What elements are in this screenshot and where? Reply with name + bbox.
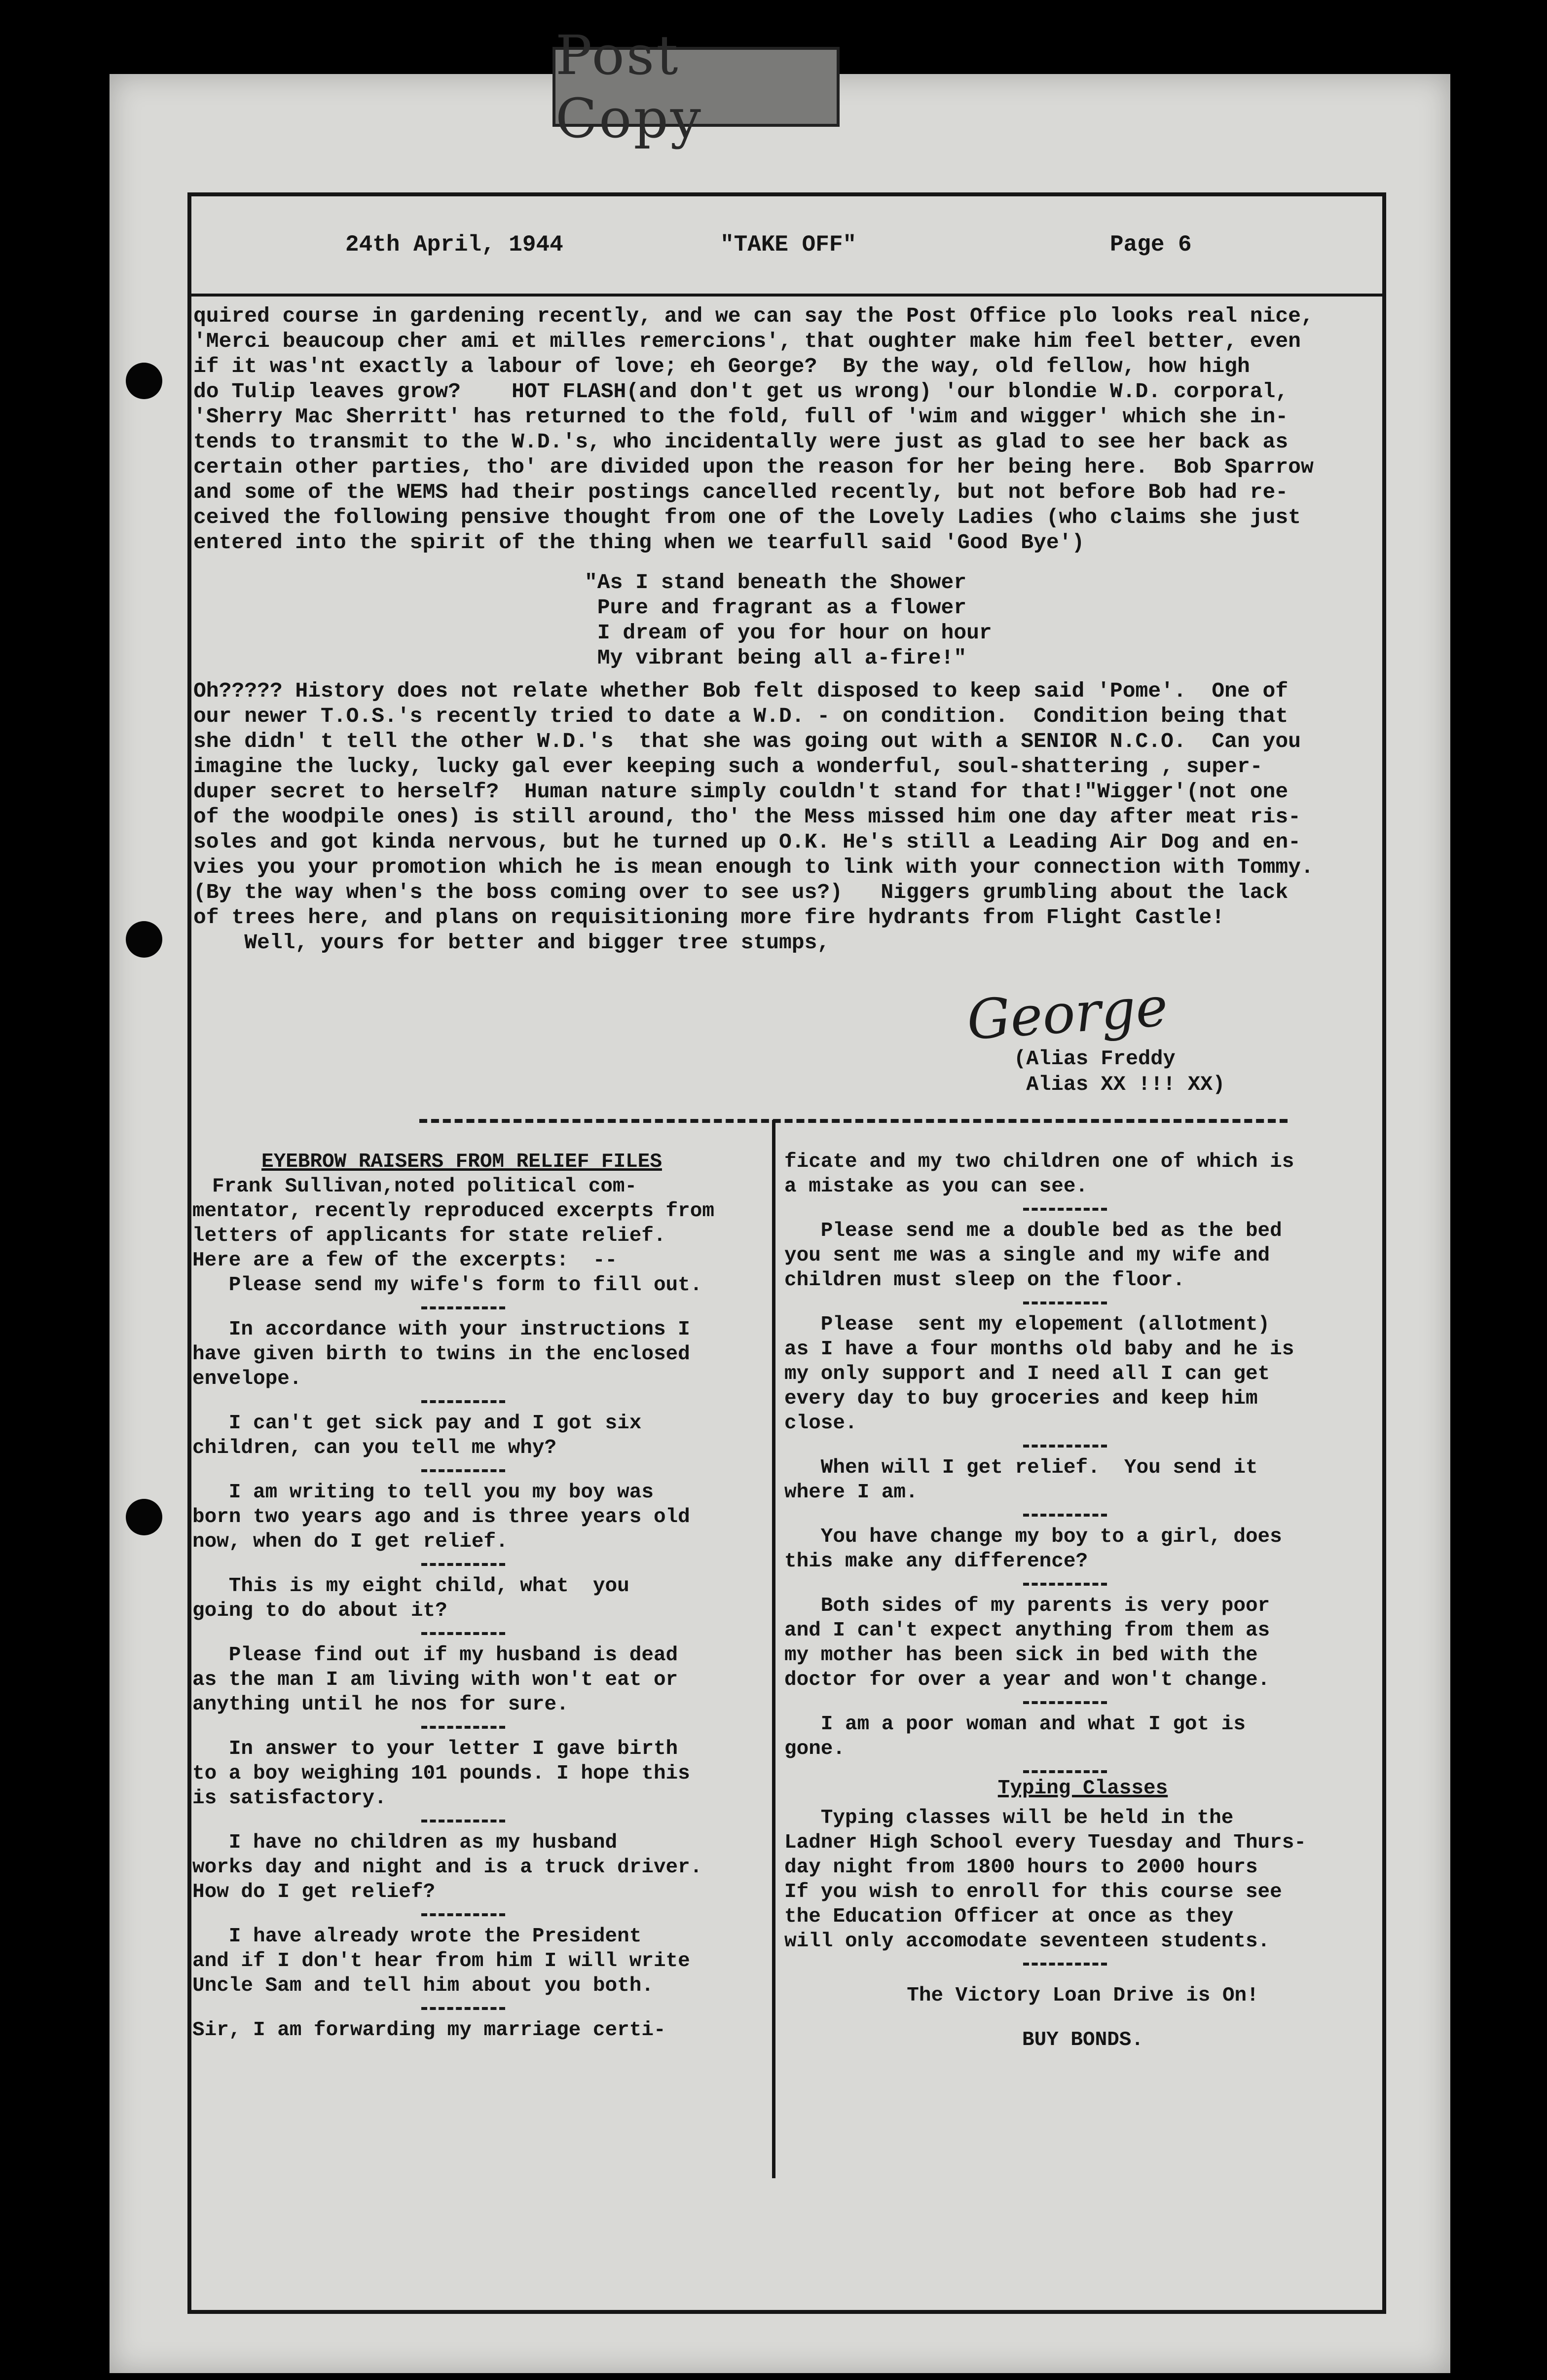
post-copy-stamp: Post Copy	[552, 47, 840, 127]
alias-line: Alias XX !!! XX)	[1014, 1073, 1225, 1096]
text-line: you sent me was a single and my wife and	[784, 1244, 1270, 1267]
text-line: where I am.	[784, 1481, 918, 1504]
text-line: she didn' t tell the other W.D.'s that she was going out with a SENIOR N.C.O. Can you	[193, 729, 1301, 753]
header-page: Page 6	[1110, 232, 1192, 258]
text-line: of the woodpile ones) is still around, tho' the Mess missed him one day after meat ris-	[193, 805, 1301, 829]
text-line: doctor for over a year and won't change.	[784, 1669, 1270, 1691]
text-line: vies you your promotion which he is mean enough to link with your connection with Tommy.	[193, 855, 1314, 879]
text-line: If you wish to enroll for this course see	[784, 1881, 1282, 1903]
text-line: my only support and I need all I can get	[784, 1363, 1270, 1385]
text-line: Both sides of my parents is very poor	[784, 1595, 1270, 1617]
text-line: How do I get relief?	[192, 1881, 436, 1903]
text-line: have given birth to twins in the enclosed	[192, 1343, 690, 1366]
text-line: born two years ago and is three years old	[192, 1506, 690, 1528]
text-line: the Education Officer at once as they	[784, 1905, 1234, 1928]
alias-line: (Alias Freddy	[1014, 1047, 1176, 1071]
text-line: imagine the lucky, lucky gal ever keeping such a wonderful, soul-shattering , super-	[193, 754, 1263, 779]
text-line: Frank Sullivan,noted political com-	[212, 1175, 637, 1198]
right-column	[784, 1150, 1381, 2052]
text-line: if it was'nt exactly a labour of love; eh George? By the way, old fellow, how high	[193, 354, 1250, 378]
text-line: soles and got kinda nervous, but he turned up O.K. He's still a Leading Air Dog and en-	[193, 830, 1301, 854]
text-line: as I have a four months old baby and he is	[784, 1338, 1294, 1361]
text-line: gone.	[784, 1738, 846, 1760]
text-line: is satisfactory.	[192, 1787, 387, 1810]
relief-files-heading: EYEBROW RAISERS FROM RELIEF FILES	[261, 1151, 662, 1173]
text-line: works day and night and is a truck driver.	[192, 1856, 702, 1879]
text-line: children must sleep on the floor.	[784, 1269, 1185, 1292]
dash-separator	[192, 1391, 765, 1411]
punch-hole	[126, 921, 162, 958]
poem-line: "As I stand beneath the Shower	[585, 570, 967, 595]
text-line: Sir, I am forwarding my marriage certi-	[192, 2019, 666, 2042]
dash-separator	[784, 1954, 1381, 1973]
text-line: Uncle Sam and tell him about you both.	[192, 1974, 654, 1997]
dash-separator	[784, 1692, 1381, 1712]
text-line: Please find out if my husband is dead	[192, 1644, 678, 1667]
text-line: letters of applicants for state relief.	[192, 1225, 666, 1247]
text-line: and some of the WEMS had their postings cancelled recently, but not before Bob had re-	[193, 480, 1289, 504]
text-line: of trees here, and plans on requisitioning more fire hydrants from Flight Castle!	[193, 905, 1225, 930]
text-line: I have already wrote the President	[192, 1925, 642, 1948]
signature: George	[965, 974, 1170, 1052]
dash-separator	[192, 1554, 765, 1574]
dash-separator	[192, 1998, 765, 2018]
text-line: You have change my boy to a girl, does	[784, 1525, 1282, 1548]
text-line: as the man I am living with won't eat or	[192, 1669, 678, 1691]
text-line: Please send me a double bed as the bed	[784, 1220, 1282, 1242]
text-line: 'Merci beaucoup cher ami et milles remercions', that oughter make him feel better, even	[193, 329, 1301, 353]
spacer	[784, 1761, 1381, 1776]
text-line: close.	[784, 1412, 857, 1435]
text-line: Well, yours for better and bigger tree stumps,	[193, 930, 830, 955]
alias-block	[1014, 1046, 1225, 1097]
dash-separator	[784, 1293, 1381, 1312]
poem-line: Pure and fragrant as a flower	[585, 595, 967, 620]
text-line: I am a poor woman and what I got is	[784, 1713, 1246, 1736]
text-line: mentator, recently reproduced excerpts from	[192, 1200, 714, 1223]
text-line: certain other parties, tho' are divided upon the reason for her being here. Bob Sparrow	[193, 455, 1314, 479]
text-line: (By the way when's the boss coming over to see us?) Niggers grumbling about the lack	[193, 880, 1289, 904]
text-line: and if I don't hear from him I will write	[192, 1950, 690, 1972]
text-line: In accordance with your instructions I	[192, 1318, 690, 1341]
dash-separator	[192, 1460, 765, 1480]
dash-separator	[192, 1717, 765, 1737]
body-paragraph-bottom	[193, 678, 1382, 955]
buy-bonds-notice: BUY BONDS.	[1022, 2029, 1144, 2051]
poem-line: My vibrant being all a-fire!"	[585, 646, 967, 670]
text-line: Ladner High School every Tuesday and Thurs-	[784, 1831, 1306, 1854]
dash-separator	[192, 1904, 765, 1924]
text-line: day night from 1800 hours to 2000 hours	[784, 1856, 1258, 1879]
text-line: This is my eight child, what you	[192, 1575, 629, 1598]
text-line: every day to buy groceries and keep him	[784, 1387, 1258, 1410]
text-line: children, can you tell me why?	[192, 1437, 557, 1459]
dash-separator	[784, 1436, 1381, 1455]
body-paragraph-top	[193, 303, 1380, 555]
dash-separator	[192, 1811, 765, 1830]
poem-line: I dream of you for hour on hour	[585, 621, 992, 645]
text-line: quired course in gardening recently, and we can say the Post Office plo looks real nice,	[193, 304, 1314, 328]
header-title: "TAKE OFF"	[720, 232, 857, 258]
text-line: anything until he nos for sure.	[192, 1693, 569, 1716]
left-column	[192, 1150, 765, 2043]
text-line: Typing classes will be held in the	[784, 1807, 1234, 1829]
text-line: and I can't expect anything from them as	[784, 1619, 1270, 1642]
dash-separator	[192, 1298, 765, 1317]
typing-classes-heading: Typing Classes	[997, 1777, 1168, 1800]
text-line: I am writing to tell you my boy was	[192, 1481, 654, 1504]
dash-separator	[192, 1623, 765, 1643]
text-line: duper secret to herself? Human nature simply couldn't stand for that!"Wigger'(not one	[193, 780, 1289, 804]
text-line: 'Sherry Mac Sherritt' has returned to the fold, full of 'wim and wigger' which she in-	[193, 405, 1289, 429]
section-divider	[419, 1119, 1288, 1123]
header-divider	[187, 294, 1386, 297]
text-line: a mistake as you can see.	[784, 1175, 1088, 1198]
text-line: our newer T.O.S.'s recently tried to date a W.D. - on condition. Condition being that	[193, 704, 1289, 728]
text-line: ceived the following pensive thought from one of the Lovely Ladies (who claims she just	[193, 505, 1301, 529]
punch-hole	[126, 363, 162, 399]
text-line: ficate and my two children one of which is	[784, 1151, 1294, 1173]
dash-separator	[784, 1574, 1381, 1594]
header-date: 24th April, 1944	[345, 232, 563, 258]
text-line: this make any difference?	[784, 1550, 1088, 1573]
text-line: Please sent my elopement (allotment)	[784, 1313, 1270, 1336]
text-line: I have no children as my husband	[192, 1831, 618, 1854]
text-line: Here are a few of the excerpts: --	[192, 1249, 618, 1272]
text-line: Oh????? History does not relate whether Bob felt disposed to keep said 'Pome'. One of	[193, 679, 1289, 703]
text-line: now, when do I get relief.	[192, 1530, 508, 1553]
punch-hole	[126, 1499, 162, 1535]
text-line: In answer to your letter I gave birth	[192, 1738, 678, 1760]
text-line: When will I get relief. You send it	[784, 1456, 1258, 1479]
dash-separator	[784, 1505, 1381, 1525]
column-divider	[772, 1120, 775, 2178]
text-line: do Tulip leaves grow? HOT FLASH(and don't get us wrong) 'our blondie W.D. corporal,	[193, 379, 1289, 404]
text-line: Please send my wife's form to fill out.	[192, 1274, 702, 1297]
text-line: going to do about it?	[192, 1599, 447, 1622]
poem	[585, 570, 992, 670]
text-line: tends to transmit to the W.D.'s, who incidentally were just as glad to see her back as	[193, 430, 1289, 454]
text-line: my mother has been sick in bed with the	[784, 1644, 1258, 1667]
text-line: will only accomodate seventeen students.	[784, 1930, 1270, 1953]
text-line: to a boy weighing 101 pounds. I hope this	[192, 1762, 690, 1785]
text-line: envelope.	[192, 1368, 302, 1390]
text-line: entered into the spirit of the thing when we tearfull said 'Good Bye')	[193, 530, 1085, 555]
victory-loan-notice: The Victory Loan Drive is On!	[907, 1984, 1259, 2007]
text-line: I can't get sick pay and I got six	[192, 1412, 642, 1435]
dash-separator	[784, 1199, 1381, 1219]
